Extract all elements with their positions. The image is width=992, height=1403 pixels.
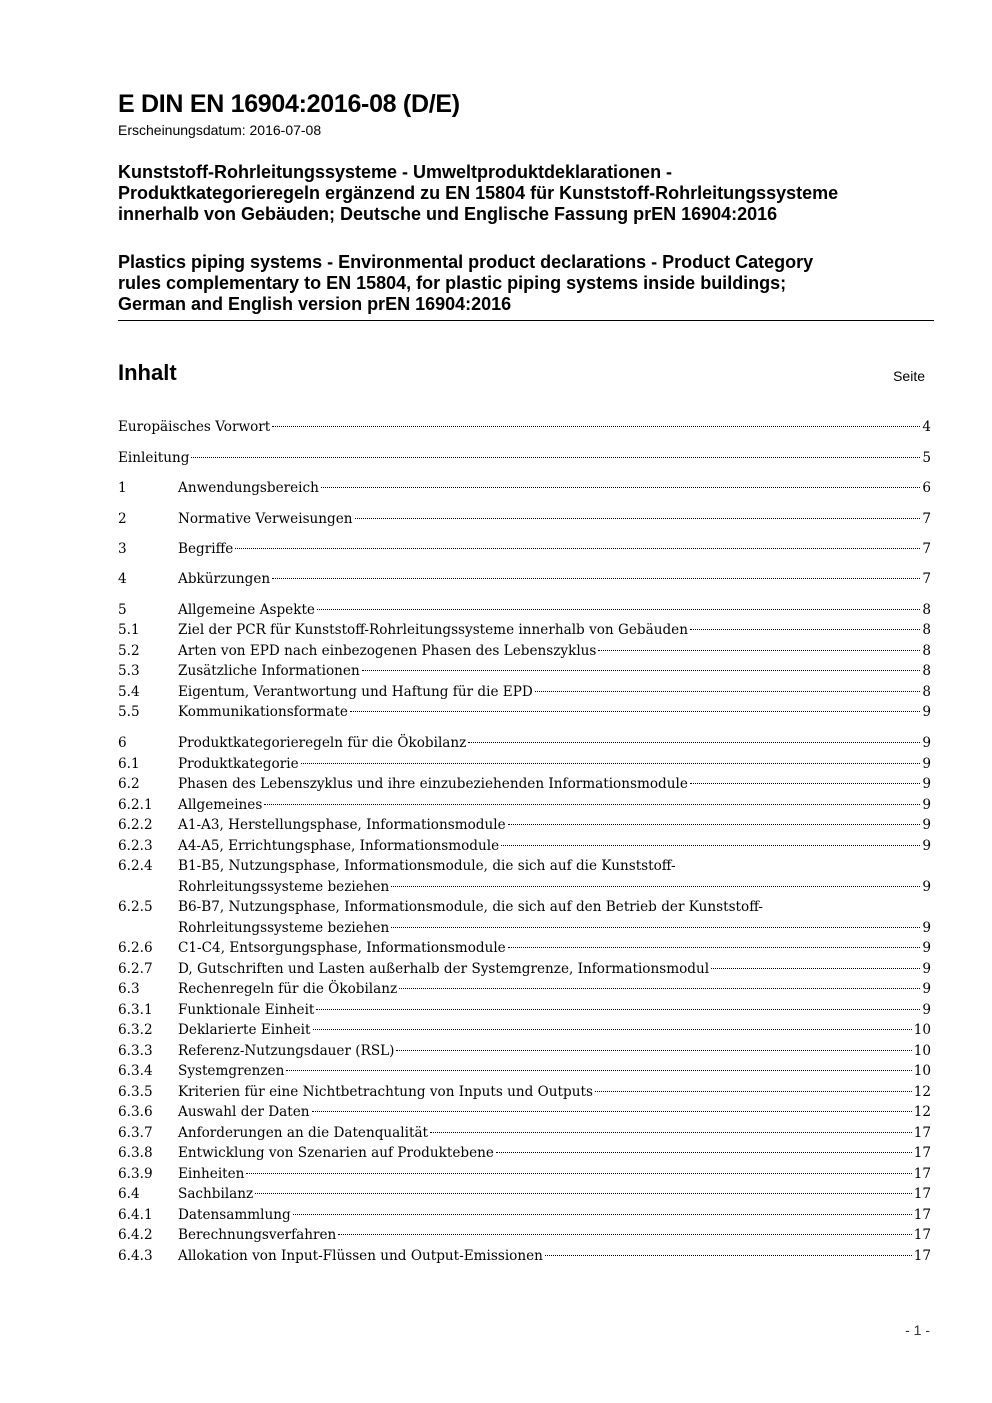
toc-entry-body [178,539,931,560]
toc-entry[interactable] [118,661,931,682]
toc-entry[interactable] [118,959,931,980]
toc-entry-page: 8 [922,643,931,659]
toc-entry-body [178,1123,931,1144]
toc-entry-number: 5.4 [118,684,140,700]
toc-entry-number: 6.3.3 [118,1043,153,1059]
toc-dot-leader [595,1091,912,1092]
toc-dot-leader [508,947,921,948]
toc-entry-title: Allokation von Input-Flüssen und Output-Emissionen [178,1248,543,1264]
toc-entry[interactable] [118,1082,931,1103]
toc-entry-title: Phasen des Lebenszyklus und ihre einzubeziehenden Informationsmodule [178,776,688,792]
toc-entry-body [178,1061,931,1082]
toc-entry-title: Europäisches Vorwort [118,419,271,435]
toc-entry[interactable] [118,774,931,795]
toc-entry-page: 10 [913,1063,931,1079]
toc-entry-title: Auswahl der Daten [178,1104,310,1120]
toc-entry-body [178,959,931,980]
toc-entry[interactable] [118,1061,931,1082]
toc-entry[interactable] [118,733,931,754]
toc-entry[interactable] [118,569,931,590]
toc-entry-number: 5.3 [118,663,140,679]
toc-entry-page: 17 [913,1248,931,1264]
toc-entry-title: Rechenregeln für die Ökobilanz [178,981,398,997]
toc-entry-page: 7 [922,541,931,557]
publication-date: Erscheinungsdatum: 2016-07-08 [118,122,322,138]
toc-entry[interactable] [118,1164,931,1185]
toc-entry-title: Ziel der PCR für Kunststoff-Rohrleitungssysteme innerhalb von Gebäuden [178,622,688,638]
toc-entry[interactable] [118,702,931,723]
toc-dot-leader [301,763,921,764]
toc-dot-leader [317,609,920,610]
toc-entry-body [178,1205,931,1226]
toc-entry-title: B6-B7, Nutzungsphase, Informationsmodule, die sich auf den Betrieb der Kunststoff- [178,899,763,915]
toc-entry-page: 17 [913,1125,931,1141]
toc-entry-body [178,979,931,1000]
toc-dot-leader [690,629,920,630]
toc-entry-page: 7 [922,571,931,587]
toc-entry-page: 17 [913,1186,931,1202]
toc-dot-leader [272,578,920,579]
toc-dot-leader [508,824,921,825]
toc-entry-page: 17 [913,1145,931,1161]
toc-entry[interactable] [118,417,931,438]
toc-entry-title: Einheiten [178,1166,245,1182]
toc-entry-number: 6.3.4 [118,1063,153,1079]
toc-dot-leader [535,691,921,692]
toc-entry-title-continuation: Rohrleitungssysteme beziehen [178,879,390,895]
toc-entry-title: Funktionale Einheit [178,1002,315,1018]
title-english-line: German and English version prEN 16904:2016 [118,294,512,314]
toc-entry[interactable] [118,478,931,499]
toc-dot-leader [391,927,920,928]
toc-entry[interactable] [118,1246,931,1267]
toc-dot-leader [468,742,920,743]
toc-entry-title: Produktkategorie [178,756,299,772]
toc-dot-leader [338,1234,911,1235]
toc-entry-page: 4 [922,419,931,435]
title-german-line: innerhalb von Gebäuden; Deutsche und Englische Fassung prEN 16904:2016 [118,204,778,224]
toc-dot-leader [690,783,920,784]
toc-entry-number: 6.1 [118,756,140,772]
toc-entry-number: 6.3.7 [118,1125,153,1141]
toc-entry-number: 6.2.6 [118,940,153,956]
toc-dot-leader [399,988,920,989]
toc-entry[interactable] [118,1102,931,1123]
title-german-line: Produktkategorieregeln ergänzend zu EN 15804 für Kunststoff-Rohrleitungssysteme [118,183,839,203]
toc-entry-number: 6.2.2 [118,817,153,833]
toc-entry-title: Deklarierte Einheit [178,1022,311,1038]
title-german-line: Kunststoff-Rohrleitungssysteme - Umweltproduktdeklarationen - [118,162,673,182]
toc-entry[interactable] [118,795,931,816]
toc-entry-title: Datensammlung [178,1207,291,1223]
toc-dot-leader [246,1173,911,1174]
toc-dot-leader [598,650,920,651]
toc-entry-title: Arten von EPD nach einbezogenen Phasen des Lebenszyklus [178,643,597,659]
toc-dot-leader [496,1152,912,1153]
toc-entry-title: Anwendungsbereich [178,480,319,496]
toc-entry-body [178,600,931,621]
toc-dot-leader [286,1070,911,1071]
toc-entry-number: 6.4.1 [118,1207,153,1223]
toc-entry-title: Anforderungen an die Datenqualität [178,1125,429,1141]
toc-entry-title: Entwicklung von Szenarien auf Produktebene [178,1145,494,1161]
toc-entry[interactable] [118,448,931,469]
toc-entry[interactable] [118,682,931,703]
toc-entry-body [178,569,931,590]
toc-entry-number: 6.3 [118,981,140,997]
toc-entry-page: 9 [922,879,931,895]
toc-entry-page: 8 [922,684,931,700]
toc-entry-body [178,733,931,754]
toc-entry-title: Sachbilanz [178,1186,254,1202]
document-id: E DIN EN 16904:2016-08 (D/E) [118,90,460,118]
toc-entry-title: Kriterien für eine Nichtbetrachtung von Inputs und Outputs [178,1084,593,1100]
toc-entry-page: 9 [922,940,931,956]
toc-entry-page: 9 [922,838,931,854]
toc-entry-number: 6.2.5 [118,899,153,915]
toc-entry-title: Zusätzliche Informationen [178,663,360,679]
toc-entry-title: A1-A3, Herstellungsphase, Informationsmodule [178,817,506,833]
toc-entry[interactable] [118,1205,931,1226]
toc-entry-title: Allgemeine Aspekte [178,602,315,618]
toc-entry-body [118,448,931,469]
toc-dot-leader [501,845,920,846]
toc-entry-page: 8 [922,622,931,638]
toc-entry-page: 10 [913,1022,931,1038]
toc-entry[interactable] [118,620,931,641]
toc-entry-title: Abkürzungen [178,571,271,587]
toc-entry-page: 9 [922,776,931,792]
toc-entry-body [178,641,931,662]
toc-entry-number: 6.2.3 [118,838,153,854]
toc-dot-leader [313,1029,912,1030]
toc-entry[interactable] [118,1225,931,1246]
toc-entry-body [178,1102,931,1123]
toc-dot-leader [312,1111,912,1112]
toc-entry-page: 9 [922,704,931,720]
title-english-line: Plastics piping systems - Environmental product declarations - Product Category [118,252,814,272]
toc-entry-body [178,918,931,939]
toc-dot-leader [355,518,921,519]
toc-entry-page: 9 [922,817,931,833]
toc-entry-number: 5.5 [118,704,140,720]
toc-entry[interactable] [118,641,931,662]
toc-entry-number: 4 [118,571,127,587]
toc-entry-page: 12 [913,1104,931,1120]
toc-entry-body [178,795,931,816]
toc-entry-title: D, Gutschriften und Lasten außerhalb der Systemgrenze, Informationsmodul [178,961,710,977]
toc-entry-number: 6.3.8 [118,1145,153,1161]
toc-dot-leader [316,1009,920,1010]
toc-dot-leader [350,711,920,712]
toc-entry-number: 5.1 [118,622,140,638]
toc-entry-title: Berechnungsverfahren [178,1227,337,1243]
toc-entry-title: Produktkategorieregeln für die Ökobilanz [178,735,467,751]
toc-dot-leader [362,670,921,671]
toc-entry-page: 9 [922,961,931,977]
toc-dot-leader [235,548,920,549]
toc-entry-body [178,836,931,857]
toc-entry-title: Normative Verweisungen [178,511,353,527]
toc-entry[interactable] [118,754,931,775]
toc-entry[interactable] [118,539,931,560]
toc-entry[interactable] [118,856,931,898]
toc-entry-number: 6.3.6 [118,1104,153,1120]
toc-entry-title: A4-A5, Errichtungsphase, Informationsmodule [178,838,500,854]
toc-entry-page: 9 [922,735,931,751]
toc-entry-number: 5.2 [118,643,140,659]
toc-entry-body [178,815,931,836]
toc-entry-number: 3 [118,541,127,557]
toc-entry-page: 9 [922,920,931,936]
toc-dot-leader [391,886,920,887]
toc-page-column-label: Seite [893,368,925,384]
toc-heading: Inhalt [118,360,177,385]
toc-entry-page: 9 [922,981,931,997]
table-of-contents [118,0,931,1300]
toc-entry-body [178,509,931,530]
toc-entry-title: Einleitung [118,450,190,466]
toc-dot-leader [545,1255,912,1256]
toc-entry-title: Kommunikationsformate [178,704,348,720]
toc-entry[interactable] [118,938,931,959]
toc-entry-page: 17 [913,1166,931,1182]
toc-entry-body [178,682,931,703]
toc-entry[interactable] [118,509,931,530]
toc-entry-number: 2 [118,511,127,527]
toc-dot-leader [711,968,920,969]
toc-entry[interactable] [118,836,931,857]
toc-entry-body [178,1225,931,1246]
toc-entry-number: 6.3.5 [118,1084,153,1100]
toc-entry-number: 6.2 [118,776,140,792]
toc-entry-body [178,1041,931,1062]
toc-entry-body [178,938,931,959]
toc-entry-number: 6.2.4 [118,858,153,874]
toc-entry[interactable] [118,1184,931,1205]
toc-entry-body [178,620,931,641]
toc-entry-title: Eigentum, Verantwortung und Haftung für die EPD [178,684,533,700]
toc-entry-body [178,1143,931,1164]
toc-entry[interactable] [118,1041,931,1062]
toc-entry-number: 6 [118,735,127,751]
toc-entry[interactable] [118,815,931,836]
toc-entry[interactable] [118,1000,931,1021]
toc-entry[interactable] [118,897,931,939]
toc-dot-leader [272,426,920,427]
toc-dot-leader [321,487,920,488]
toc-entry-page: 9 [922,756,931,772]
toc-entry-page: 17 [913,1227,931,1243]
toc-entry[interactable] [118,979,931,1000]
toc-entry-page: 10 [913,1043,931,1059]
toc-dot-leader [396,1050,911,1051]
toc-entry[interactable] [118,1020,931,1041]
toc-entry[interactable] [118,1123,931,1144]
toc-entry-number: 6.2.7 [118,961,153,977]
toc-entry-body [178,1184,931,1205]
toc-entry-page: 9 [922,797,931,813]
toc-entry-body [178,661,931,682]
toc-entry-title: Begriffe [178,541,234,557]
toc-entry-page: 8 [922,602,931,618]
toc-entry[interactable] [118,1143,931,1164]
toc-entry-body [178,1020,931,1041]
toc-entry-number: 1 [118,480,127,496]
toc-entry-number: 5 [118,602,127,618]
toc-entry-body [178,478,931,499]
toc-entry[interactable] [118,600,931,621]
page-number: - 1 - [905,1322,930,1338]
toc-entry-number: 6.2.1 [118,797,153,813]
toc-entry-page: 5 [922,450,931,466]
toc-entry-page: 6 [922,480,931,496]
toc-entry-number: 6.4 [118,1186,140,1202]
toc-entry-number: 6.3.1 [118,1002,153,1018]
toc-entry-title: Systemgrenzen [178,1063,285,1079]
toc-entry-page: 9 [922,1002,931,1018]
toc-entry-title: C1-C4, Entsorgungsphase, Informationsmodule [178,940,506,956]
toc-entry-number: 6.4.3 [118,1248,153,1264]
toc-entry-body [178,754,931,775]
toc-entry-body [178,1000,931,1021]
toc-entry-page: 7 [922,511,931,527]
toc-entry-number: 6.3.9 [118,1166,153,1182]
toc-entry-page: 12 [913,1084,931,1100]
toc-entry-title: Allgemeines [178,797,263,813]
title-english-line: rules complementary to EN 15804, for plastic piping systems inside buildings; [118,273,787,293]
toc-entry-title: B1-B5, Nutzungsphase, Informationsmodule, die sich auf die Kunststoff- [178,858,676,874]
toc-entry-body [178,774,931,795]
toc-entry-body [178,1082,931,1103]
toc-entry-page: 8 [922,663,931,679]
toc-entry-number: 6.3.2 [118,1022,153,1038]
toc-entry-body [178,702,931,723]
toc-entry-title-continuation: Rohrleitungssysteme beziehen [178,920,390,936]
toc-entry-body [178,1164,931,1185]
toc-dot-leader [430,1132,912,1133]
toc-dot-leader [191,457,920,458]
toc-dot-leader [255,1193,911,1194]
toc-entry-number: 6.4.2 [118,1227,153,1243]
toc-dot-leader [264,804,920,805]
toc-entry-body [178,1246,931,1267]
toc-dot-leader [293,1214,912,1215]
toc-entry-body [118,417,931,438]
toc-entry-title: Referenz-Nutzungsdauer (RSL) [178,1043,395,1059]
toc-entry-page: 17 [913,1207,931,1223]
toc-entry-body [178,877,931,898]
